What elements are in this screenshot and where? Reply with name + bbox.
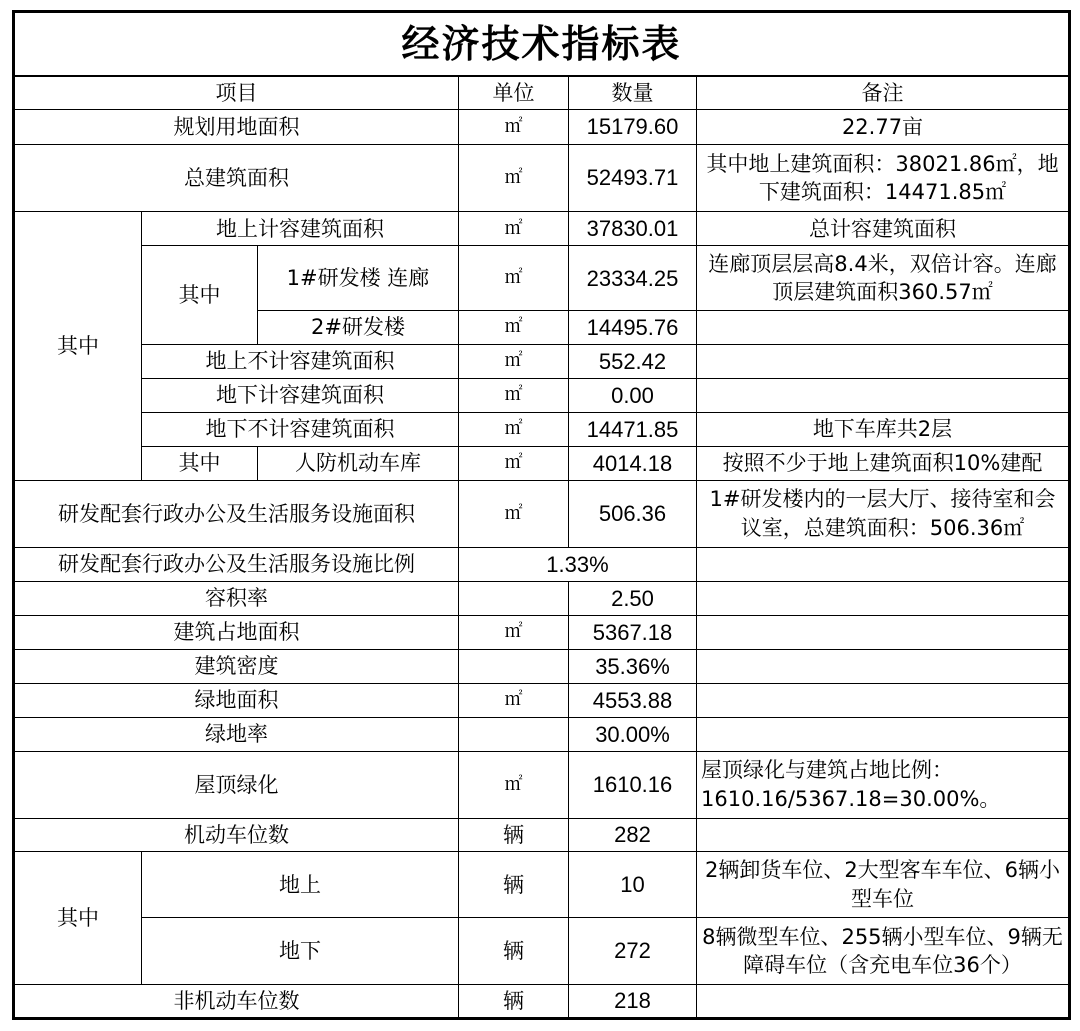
group-label-parking: 其中 — [14, 852, 142, 985]
unit-cell: ㎡ — [459, 311, 569, 344]
qty-cell: 272 — [569, 918, 697, 985]
unit-cell: ㎡ — [459, 379, 569, 412]
unit-cell: 辆 — [459, 852, 569, 918]
subgroup-label-buildings: 其中 — [142, 246, 258, 344]
row-label: 容积率 — [14, 582, 459, 615]
row-label: 地下不计容建筑面积 — [142, 412, 459, 447]
table-row — [14, 447, 1070, 480]
qty-cell: 0.00 — [569, 379, 697, 412]
row-label: 研发配套行政办公及生活服务设施面积 — [14, 480, 459, 547]
note-cell — [697, 718, 1070, 751]
unit-cell: ㎡ — [459, 144, 569, 211]
table-row — [14, 480, 1070, 547]
note-cell — [697, 582, 1070, 615]
table-row — [14, 615, 1070, 650]
header-qty: 数量 — [569, 76, 697, 109]
note-cell: 22.77亩 — [697, 110, 1070, 145]
qty-cell: 35.36% — [569, 650, 697, 683]
row-label: 总建筑面积 — [14, 144, 459, 211]
unit-cell: ㎡ — [459, 211, 569, 246]
table-row — [14, 344, 1070, 379]
qty-cell: 10 — [569, 852, 697, 918]
row-label: 绿地率 — [14, 718, 459, 751]
unit-cell: ㎡ — [459, 110, 569, 145]
row-label: 建筑占地面积 — [14, 615, 459, 650]
qty-cell: 14495.76 — [569, 311, 697, 344]
note-cell: 连廊顶层层高8.4米，双倍计容。连廊顶层建筑面积360.57㎡ — [697, 246, 1070, 311]
note-cell — [697, 818, 1070, 851]
table-row — [14, 547, 1070, 582]
table-row — [14, 751, 1070, 818]
table-row — [14, 852, 1070, 918]
unit-cell: 辆 — [459, 985, 569, 1019]
note-cell: 2辆卸货车位、2大型客车车位、6辆小型车位 — [697, 852, 1070, 918]
note-cell — [697, 311, 1070, 344]
note-cell — [697, 344, 1070, 379]
note-cell: 其中地上建筑面积：38021.86㎡，地下建筑面积：14471.85㎡ — [697, 144, 1070, 211]
table-row — [14, 412, 1070, 447]
unit-cell: 辆 — [459, 918, 569, 985]
table-row — [14, 211, 1070, 246]
qty-cell: 282 — [569, 818, 697, 851]
table-row — [14, 818, 1070, 851]
row-label: 研发配套行政办公及生活服务设施比例 — [14, 547, 459, 582]
qty-cell: 37830.01 — [569, 211, 697, 246]
subgroup-label-civil: 其中 — [142, 447, 258, 480]
qty-cell: 4014.18 — [569, 447, 697, 480]
row-label: 规划用地面积 — [14, 110, 459, 145]
unit-cell — [459, 718, 569, 751]
qty-cell: 52493.71 — [569, 144, 697, 211]
unit-cell — [459, 650, 569, 683]
qty-cell: 506.36 — [569, 480, 697, 547]
note-cell — [697, 650, 1070, 683]
note-cell: 8辆微型车位、255辆小型车位、9辆无障碍车位（含充电车位36个） — [697, 918, 1070, 985]
table-title: 经济技术指标表 — [14, 12, 1070, 77]
qty-cell: 5367.18 — [569, 615, 697, 650]
table-row — [14, 985, 1070, 1019]
row-label: 地上计容建筑面积 — [142, 211, 459, 246]
unit-cell: ㎡ — [459, 683, 569, 718]
note-cell: 总计容建筑面积 — [697, 211, 1070, 246]
unit-cell: ㎡ — [459, 480, 569, 547]
unit-cell: ㎡ — [459, 447, 569, 480]
note-cell: 按照不少于地上建筑面积10%建配 — [697, 447, 1070, 480]
qty-cell: 4553.88 — [569, 683, 697, 718]
unit-cell — [459, 582, 569, 615]
table-row — [14, 683, 1070, 718]
qty-cell: 1.33% — [459, 547, 697, 582]
header-unit: 单位 — [459, 76, 569, 109]
row-label: 人防机动车库 — [258, 447, 459, 480]
qty-cell: 23334.25 — [569, 246, 697, 311]
qty-cell: 30.00% — [569, 718, 697, 751]
note-cell — [697, 985, 1070, 1019]
unit-cell: ㎡ — [459, 412, 569, 447]
group-label-area: 其中 — [14, 211, 142, 480]
table-row — [14, 110, 1070, 145]
note-cell — [697, 615, 1070, 650]
qty-cell: 15179.60 — [569, 110, 697, 145]
qty-cell: 1610.16 — [569, 751, 697, 818]
row-label: 绿地面积 — [14, 683, 459, 718]
unit-cell: ㎡ — [459, 615, 569, 650]
row-label: 1#研发楼 连廊 — [258, 246, 459, 311]
qty-cell: 14471.85 — [569, 412, 697, 447]
note-cell — [697, 683, 1070, 718]
note-cell — [697, 379, 1070, 412]
table-row — [14, 718, 1070, 751]
indicator-table — [12, 10, 1071, 1020]
note-cell: 屋顶绿化与建筑占地比例：1610.16/5367.18=30.00%。 — [697, 751, 1070, 818]
row-label: 屋顶绿化 — [14, 751, 459, 818]
row-label: 地上 — [142, 852, 459, 918]
unit-cell: ㎡ — [459, 246, 569, 311]
unit-cell: 辆 — [459, 818, 569, 851]
row-label: 地上不计容建筑面积 — [142, 344, 459, 379]
note-cell: 地下车库共2层 — [697, 412, 1070, 447]
row-label: 2#研发楼 — [258, 311, 459, 344]
qty-cell: 2.50 — [569, 582, 697, 615]
row-label: 地下计容建筑面积 — [142, 379, 459, 412]
table-row — [14, 918, 1070, 985]
unit-cell: ㎡ — [459, 751, 569, 818]
table-row — [14, 582, 1070, 615]
indicator-table-wrapper — [12, 10, 1068, 1020]
unit-cell: ㎡ — [459, 344, 569, 379]
header-row — [14, 76, 1070, 109]
row-label: 建筑密度 — [14, 650, 459, 683]
table-row — [14, 246, 1070, 311]
header-item: 项目 — [14, 76, 459, 109]
row-label: 非机动车位数 — [14, 985, 459, 1019]
qty-cell: 218 — [569, 985, 697, 1019]
qty-cell: 552.42 — [569, 344, 697, 379]
table-row — [14, 379, 1070, 412]
note-cell — [697, 547, 1070, 582]
note-cell: 1#研发楼内的一层大厅、接待室和会议室，总建筑面积：506.36㎡ — [697, 480, 1070, 547]
row-label: 地下 — [142, 918, 459, 985]
table-row — [14, 650, 1070, 683]
header-note: 备注 — [697, 76, 1070, 109]
row-label: 机动车位数 — [14, 818, 459, 851]
table-row — [14, 144, 1070, 211]
